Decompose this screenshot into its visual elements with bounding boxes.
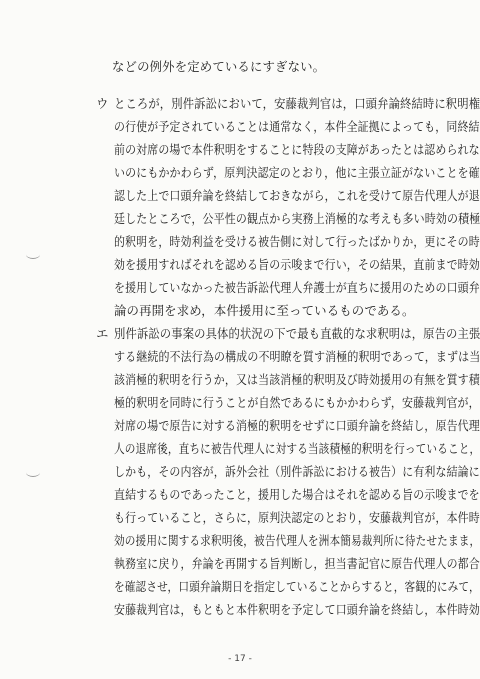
text-line: 廷したところで，公平性の観点から実務上消極的な考えも多い時効の積極 (114, 211, 480, 226)
text-line: を確認させ，口頭弁論期日を指定していることからすると，客観的にみて， (114, 579, 480, 594)
text-line: 効の援用に関する求釈明後，被告代理人を洲本簡易裁判所に待たせたまま， (114, 533, 480, 548)
binding-hole-mark (26, 468, 40, 477)
text-line: 該消極的釈明を行うか，又は当該消極的釈明及び時効援用の有無を質す積 (114, 372, 480, 387)
text-line: 効を援用すればそれを認める旨の示唆まで行い，その結果，直前まで時効 (114, 257, 480, 272)
text-line: 執務室に戻り，弁論を再開する旨判断し，担当書記官に原告代理人の都合 (114, 556, 480, 571)
text-line: 論の再開を求め，本件援用に至っているものである。 (114, 303, 415, 318)
text-line: 的釈明を，時効利益を受ける被告側に対して行ったばかりか，更にその時 (114, 234, 480, 249)
text-line: しかも，その内容が，訴外会社（別件訴訟における被告）に有利な結論に (114, 464, 480, 479)
item-marker-u: ウ (96, 96, 109, 111)
text-line: 前の対席の場で本件釈明をすることに特段の支障があったとは認められな (114, 142, 480, 157)
text-line: 人の退席後，直ちに被告代理人に対する当該積極的釈明を行っていること， (114, 441, 480, 456)
text-line: 極的釈明を同時に行うことが自然であるにもかかわらず，安藤裁判官が， (114, 395, 480, 410)
text-line: を援用していなかった被告訴訟代理人弁護士が直ちに援用のための口頭弁 (114, 280, 480, 295)
text-line: ところが，別件訴訟において，安藤裁判官は，口頭弁論終結時に釈明権 (114, 96, 480, 111)
text-line: 対席の場で原告に対する消極的釈明をせずに口頭弁論を終結し，原告代理 (114, 418, 480, 433)
text-line: 別件訴訟の事案の具体的状況の下で最も直截的な求釈明は，原告の主張 (114, 326, 480, 341)
binding-hole-mark (26, 250, 40, 259)
text-line: 安藤裁判官は，もともと本件釈明を予定して口頭弁論を終結し，本件時効 (114, 602, 480, 617)
text-line: 直結するものであったこと，援用した場合はそれを認める旨の示唆までを (114, 487, 480, 502)
text-line: の行使が予定されていることは通常なく，本件全証拠によっても，同終結 (114, 119, 480, 134)
item-marker-e: エ (96, 326, 109, 341)
text-line: も行っていること，さらに，原判決認定のとおり，安藤裁判官が，本件時 (114, 510, 480, 525)
text-line: などの例外を定めているにすぎない。 (112, 59, 326, 74)
text-line: する継続的不法行為の構成の不明瞭を質す消極的釈明であって，まずは当 (114, 349, 480, 364)
text-line: 認した上で口頭弁論を終結しておきながら，これを受けて原告代理人が退 (114, 188, 480, 203)
text-line: いのにもかかわらず，原判決認定のとおり，他に主張立証がないことを確 (114, 165, 480, 180)
page-number: - 17 - (228, 654, 252, 664)
